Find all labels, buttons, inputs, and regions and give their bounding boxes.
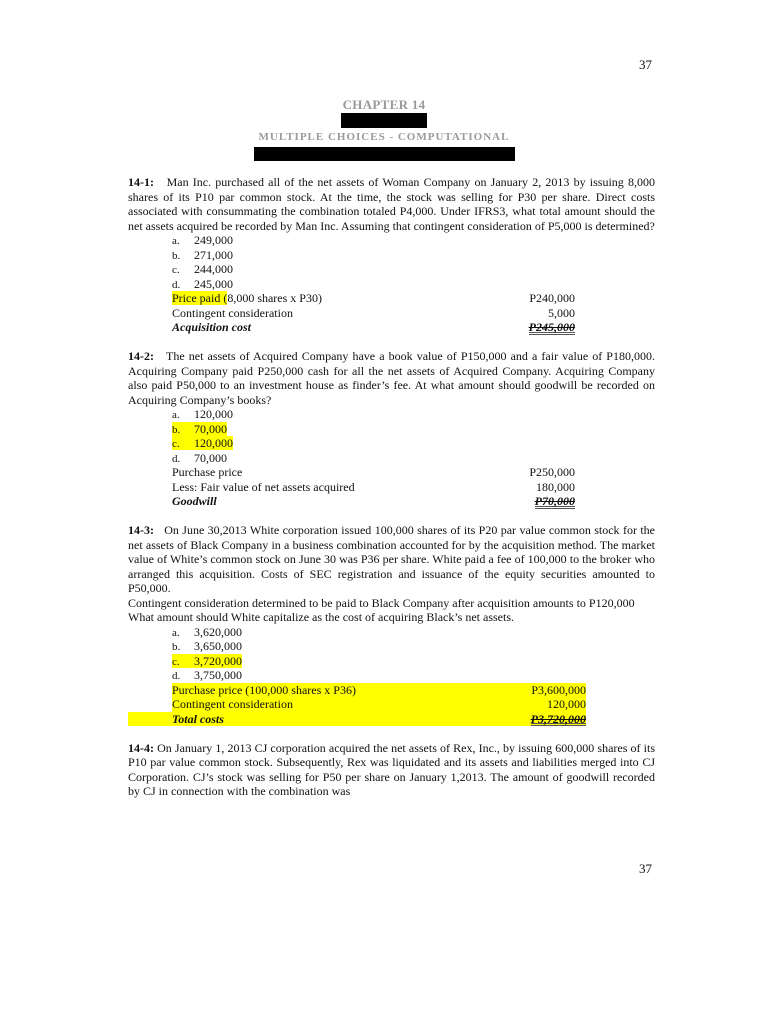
- option-a: a. 249,000: [172, 233, 233, 247]
- question-14-4: [128, 741, 655, 799]
- page-number-bottom: 37: [639, 861, 652, 876]
- option-c: c. 244,000: [172, 262, 233, 276]
- answer-options: [172, 233, 655, 291]
- solution-row: Purchase price P250,000: [172, 465, 575, 479]
- question-text-continued: Contingent consideration determined to be paid to Black Company after acquisition amounts to P120,000: [128, 595, 635, 610]
- solution-table: [172, 465, 575, 509]
- question-prompt: What amount should White capitalize as the cost of acquiring Black’s net assets.: [128, 610, 515, 624]
- page-number-top: 37: [639, 57, 652, 72]
- solution-total: Acquisition cost P245,000: [172, 320, 575, 334]
- redaction-bar: [341, 113, 427, 128]
- question-label: 14-1:: [128, 175, 154, 189]
- question-label: 14-2:: [128, 349, 154, 363]
- redaction-bar: [254, 147, 515, 161]
- question-label: 14-3:: [128, 523, 154, 537]
- chapter-title: CHAPTER 14: [342, 97, 426, 112]
- question-14-3: [128, 523, 655, 596]
- question-text: Man Inc. purchased all of the net assets of Woman Company on January 2, 2013 by issuing 8,000 shares of its P10 par common stock. At the time, the stock was selling for P30 per share. Direct costs associated with consummating the combination totaled P4,000. Under IFRS3, what total amount should the net assets acquired be recorded by Man Inc. Assuming that contingent consideration of P5,000 is determined?: [128, 175, 655, 233]
- section-title: MULTIPLE CHOICES - COMPUTATIONAL: [258, 131, 510, 143]
- solution-table: [128, 683, 586, 727]
- solution-row: Contingent consideration 120,000: [172, 697, 586, 711]
- solution-row: Price paid (8,000 shares x P30) P240,000: [172, 291, 575, 305]
- solution-table: [172, 291, 575, 335]
- option-a: a. 3,620,000: [172, 624, 242, 639]
- option-d: d. 245,000: [172, 276, 233, 291]
- question-text: The net assets of Acquired Company have a book value of P150,000 and a fair value of P180,000. Acquiring Company paid P250,000 cash for all the net assets of Acquired Company. Acquiring Company also paid P50,000 to an investment house as finder’s fee. At what amount should goodwill be recorded on Acquiring Company’s books?: [128, 349, 655, 407]
- option-c: c. 3,720,000: [172, 653, 242, 668]
- option-b: b. 70,000: [172, 421, 227, 436]
- solution-total: Total costs P3,720,000: [128, 712, 586, 727]
- solution-total: Goodwill P70,000: [172, 494, 575, 508]
- option-d: d. 70,000: [172, 450, 227, 465]
- question-14-1: [128, 175, 655, 233]
- document-body: [128, 175, 655, 799]
- option-b: b. 271,000: [172, 247, 233, 262]
- solution-row: Purchase price (100,000 shares x P36) P3,600,000: [172, 682, 586, 697]
- option-d: d. 3,750,000: [172, 668, 242, 682]
- option-c: c. 120,000: [172, 436, 233, 450]
- solution-row: Contingent consideration 5,000: [172, 305, 575, 320]
- solution-row: Less: Fair value of net assets acquired 180,000: [172, 479, 575, 494]
- option-b: b. 3,650,000: [172, 639, 242, 653]
- question-text: On January 1, 2013 CJ corporation acquired the net assets of Rex, Inc., by issuing 600,000 shares of its P10 par value common stock. Subsequently, Rex was liquidated and its assets and liabilities merged into CJ Corporation. CJ’s stock was selling for P50 per share on January 1,2013. The amount of goodwill recorded by CJ in connection with the combination was: [128, 740, 656, 798]
- option-a: a. 120,000: [172, 407, 233, 421]
- answer-options: [172, 625, 655, 683]
- question-text: On June 30,2013 White corporation issued 100,000 shares of its P20 par value common stock for the net assets of Black Company in a business combination accounted for by the acquisition method. The market value of White’s common stock on June 30 was P36 per share. White paid a fee of 100,000 to the broker who arranged this acquisition. Costs of SEC registration and issuance of the equity securities amounted to P50,000.: [128, 523, 656, 595]
- question-14-2: [128, 349, 655, 407]
- answer-options: [172, 407, 655, 465]
- question-label: 14-4:: [128, 740, 154, 755]
